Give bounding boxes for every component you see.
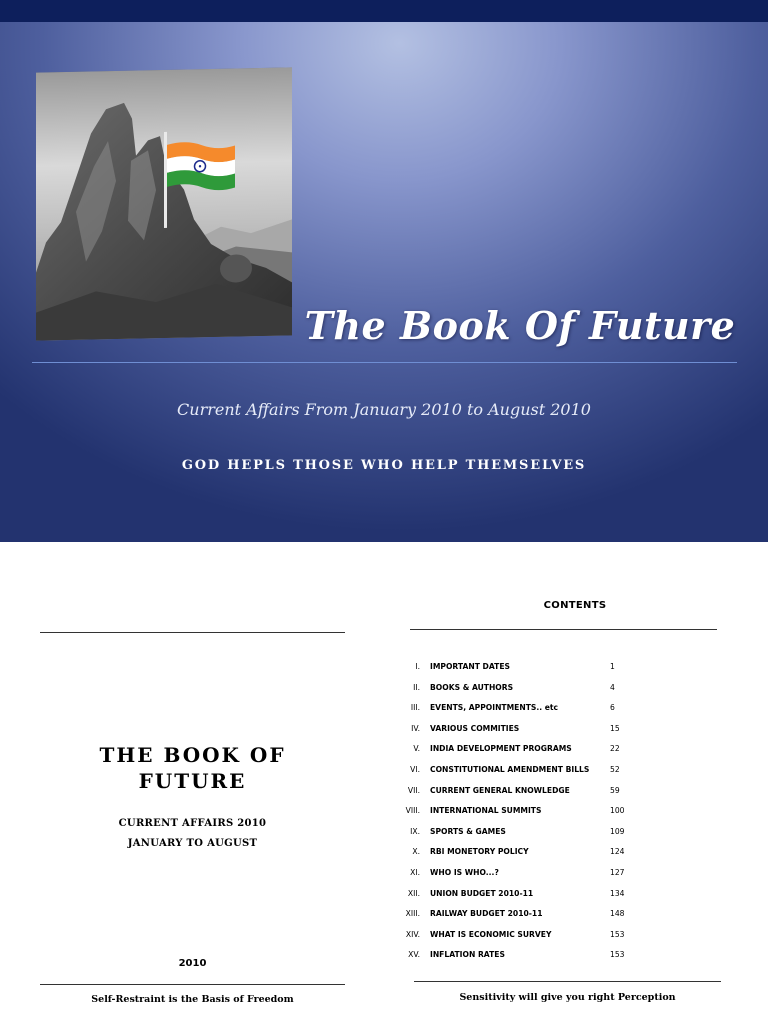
contents-item-page: 124 [610,847,625,857]
contents-item [380,930,720,951]
left-page-year: 2010 [178,958,207,969]
contents-item-page: 100 [610,806,625,816]
contents-item-label: INDIA DEVELOPMENT PROGRAMS [430,744,572,754]
left-page-title [40,742,345,794]
cover-motto: GOD HEPLS THOSE WHO HELP THEMSELVES [181,458,587,473]
contents-item-page: 109 [610,826,625,836]
left-subtitle-line2: JANUARY TO AUGUST [127,838,258,849]
contents-item-number: XIII. [405,909,420,919]
contents-item-page: 6 [610,703,615,713]
left-subtitle-line1: CURRENT AFFAIRS 2010 [118,818,267,829]
contents-bottom-rule [414,981,721,982]
left-bottom-rule [40,984,345,985]
contents-item-number: XV. [408,950,420,960]
contents-list [380,662,720,971]
left-top-rule [40,632,345,633]
contents-item-page: 52 [610,764,620,774]
contents-item-label: RAILWAY BUDGET 2010-11 [430,909,543,919]
contents-item [380,662,720,683]
contents-item-number: X. [412,847,420,857]
contents-item-label: UNION BUDGET 2010-11 [430,888,534,898]
contents-top-rule [410,629,717,630]
cover-top-bar [0,0,768,22]
contents-item [380,889,720,910]
contents-item [380,765,720,786]
contents-item-number: VII. [407,785,420,795]
contents-item-number: XIV. [405,929,420,939]
contents-item-page: 22 [610,744,620,754]
contents-item [380,827,720,848]
contents-item [380,744,720,765]
contents-item-label: INFLATION RATES [430,950,505,960]
contents-item-number: XI. [410,867,420,877]
contents-item-number: III. [410,703,420,713]
left-footer-quote: Self-Restraint is the Basis of Freedom [91,994,294,1005]
contents-item-label: WHO IS WHO...? [430,867,499,877]
cover-title: The Book Of Future [304,303,736,348]
contents-item [380,868,720,889]
contents-item-number: XII. [407,888,420,898]
contents-item-label: CONSTITUTIONAL AMENDMENT BILLS [430,764,590,774]
contents-item [380,950,720,971]
contents-item [380,703,720,724]
cover-subtitle: Current Affairs From January 2010 to August 2010 [177,400,591,419]
contents-item-label: EVENTS, APPOINTMENTS.. etc [430,703,559,713]
contents-item-number: I. [415,662,420,671]
contents-item-label: RBI MONETORY POLICY [430,847,529,857]
contents-item-number: IX. [410,826,420,836]
left-title-line1: THE BOOK OF [99,743,286,767]
contents-item [380,806,720,827]
contents-title: CONTENTS [543,600,607,611]
contents-item-page: 15 [610,723,620,733]
contents-item-page: 1 [610,662,615,671]
contents-item-page: 59 [610,785,620,795]
contents-item-label: SPORTS & GAMES [430,826,506,836]
contents-item-page: 4 [610,682,615,692]
contents-item-label: VARIOUS COMMITIES [430,723,520,733]
contents-item-label: IMPORTANT DATES [430,662,510,671]
contents-item [380,786,720,807]
left-title-line2: FUTURE [138,769,247,793]
contents-item-page: 153 [610,950,625,960]
contents-item-page: 134 [610,888,625,898]
contents-item-number: V. [413,744,420,754]
contents-item-number: IV. [411,723,420,733]
contents-item-number: II. [413,682,420,692]
contents-item-label: BOOKS & AUTHORS [430,682,514,692]
contents-item-page: 153 [610,929,625,939]
contents-item-label: INTERNATIONAL SUMMITS [430,806,542,816]
contents-item-label: WHAT IS ECONOMIC SURVEY [430,929,552,939]
contents-item-number: VI. [410,764,420,774]
cover-divider [32,362,737,363]
contents-item [380,724,720,745]
flag-on-rock-photo [36,67,292,340]
contents-item [380,847,720,868]
contents-item-page: 127 [610,867,625,877]
contents-item [380,683,720,704]
contents-item-number: VIII. [405,806,420,816]
contents-item [380,909,720,930]
contents-item-label: CURRENT GENERAL KNOWLEDGE [430,785,570,795]
contents-item-page: 148 [610,909,625,919]
contents-footer-quote: Sensitivity will give you right Perception [459,992,676,1003]
